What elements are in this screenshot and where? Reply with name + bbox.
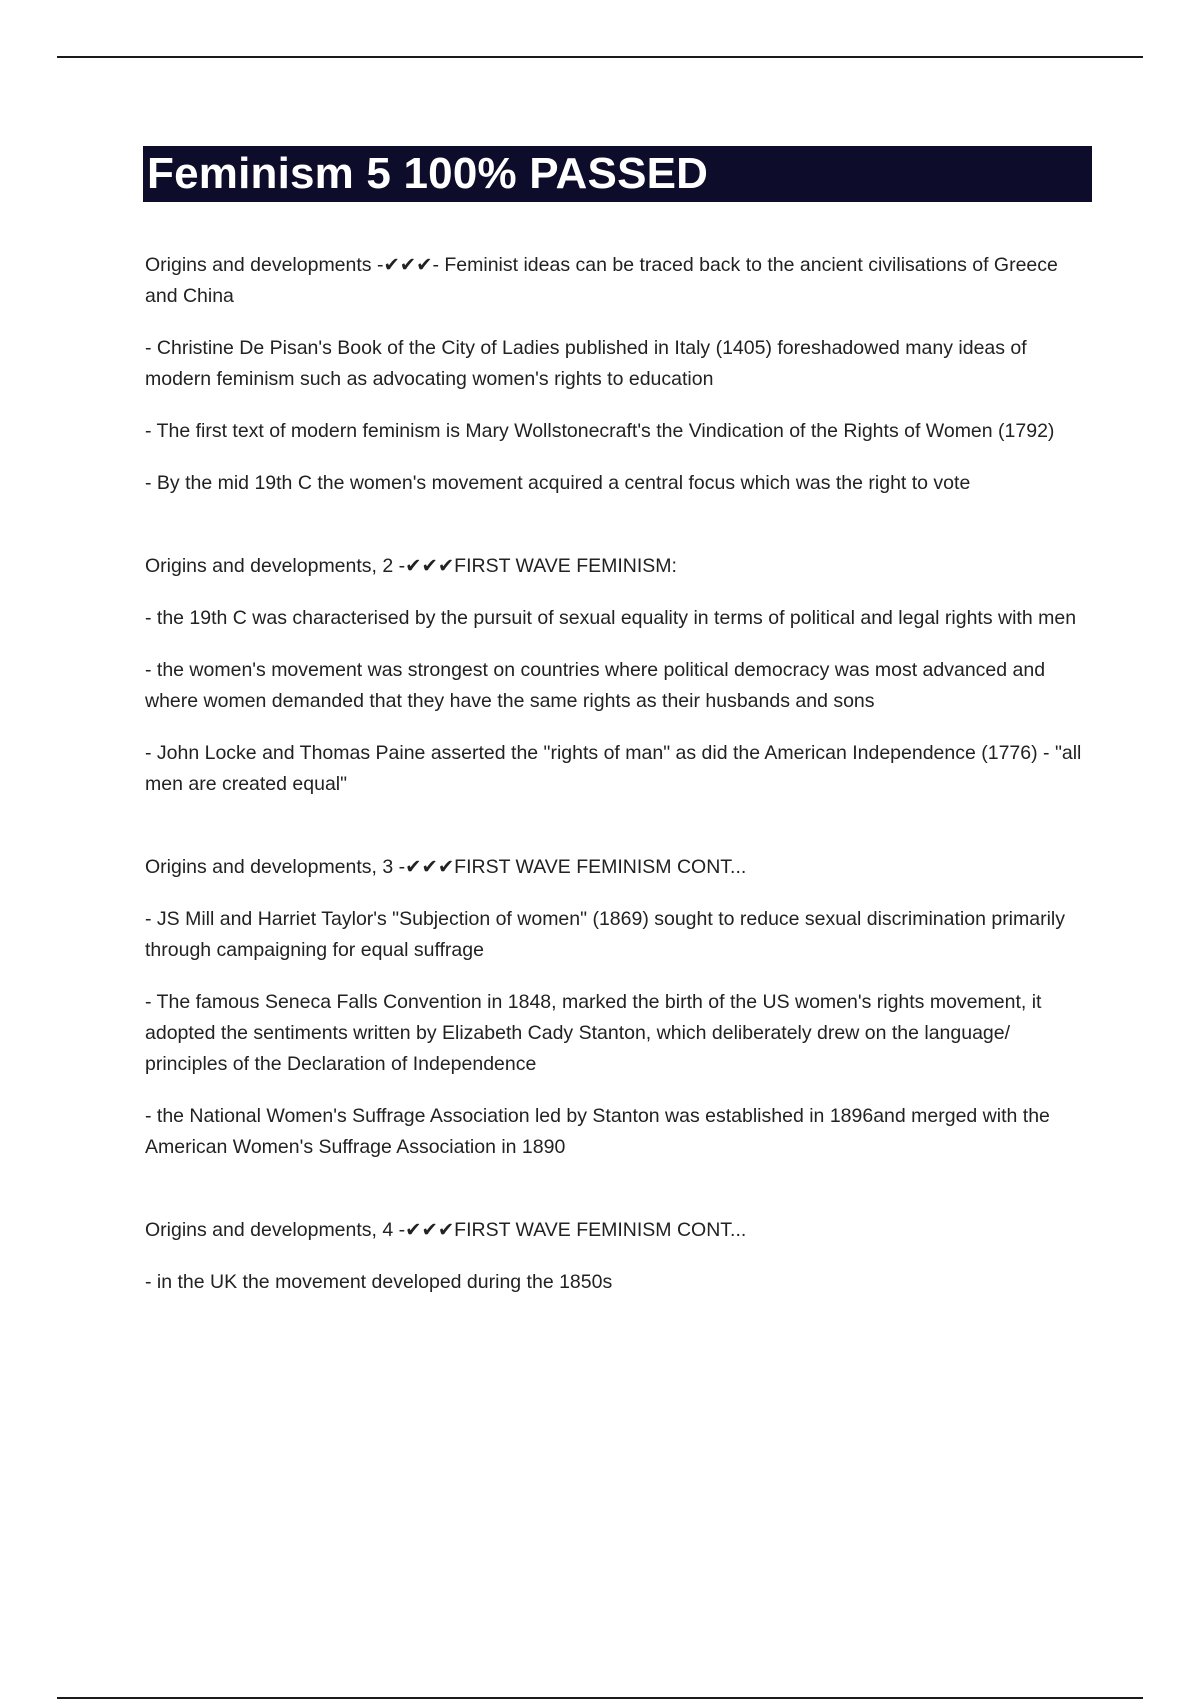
document-title: Feminism 5 100% PASSED [147, 149, 709, 198]
bullet-paragraph: - John Locke and Thomas Paine asserted the "rights of man" as did the American Independence (1776) - "all men are created equal" [145, 742, 1082, 795]
section-heading: Origins and developments, 3 -✔✔✔FIRST WAVE FEMINISM CONT... [145, 856, 747, 878]
bullet-paragraph: - the National Women's Suffrage Association led by Stanton was established in 1896and merged with the American Women's Suffrage Association in 1890 [145, 1105, 1050, 1158]
bullet-paragraph: - the women's movement was strongest on countries where political democracy was most advanced and where women demanded that they have the same rights as their husbands and sons [145, 659, 1046, 712]
title-banner [143, 146, 1092, 202]
section-heading: Origins and developments, 2 -✔✔✔FIRST WAVE FEMINISM: [145, 555, 677, 577]
section-2 [145, 551, 1095, 800]
bullet-paragraph: - in the UK the movement developed during the 1850s [145, 1271, 613, 1293]
section-4 [145, 1215, 1095, 1298]
bullet-paragraph: - The first text of modern feminism is Mary Wollstonecraft's the Vindication of the Rights of Women (1792) [145, 420, 1055, 442]
bullet-paragraph: - The famous Seneca Falls Convention in 1848, marked the birth of the US women's rights movement, it adopted the sentiments written by Elizabeth Cady Stanton, which deliberately drew on the language/ principles of the Declaration of Independence [145, 991, 1042, 1075]
section-1 [145, 250, 1095, 499]
section-3 [145, 852, 1095, 1163]
section-heading: Origins and developments -✔✔✔- Feminist ideas can be traced back to the ancient civilisations of Greece and China [145, 254, 1058, 307]
bullet-paragraph: - Christine De Pisan's Book of the City of Ladies published in Italy (1405) foreshadowed many ideas of modern feminism such as advocating women's rights to education [145, 337, 1027, 390]
bullet-paragraph: - JS Mill and Harriet Taylor's "Subjection of women" (1869) sought to reduce sexual discrimination primarily through campaigning for equal suffrage [145, 908, 1066, 961]
document-body [145, 250, 1095, 1298]
bullet-paragraph: - By the mid 19th C the women's movement acquired a central focus which was the right to vote [145, 472, 971, 494]
bullet-paragraph: - the 19th C was characterised by the pursuit of sexual equality in terms of political and legal rights with men [145, 607, 1077, 629]
section-heading: Origins and developments, 4 -✔✔✔FIRST WAVE FEMINISM CONT... [145, 1219, 747, 1241]
header-rule [57, 56, 1143, 58]
footer-rule [57, 1697, 1143, 1699]
